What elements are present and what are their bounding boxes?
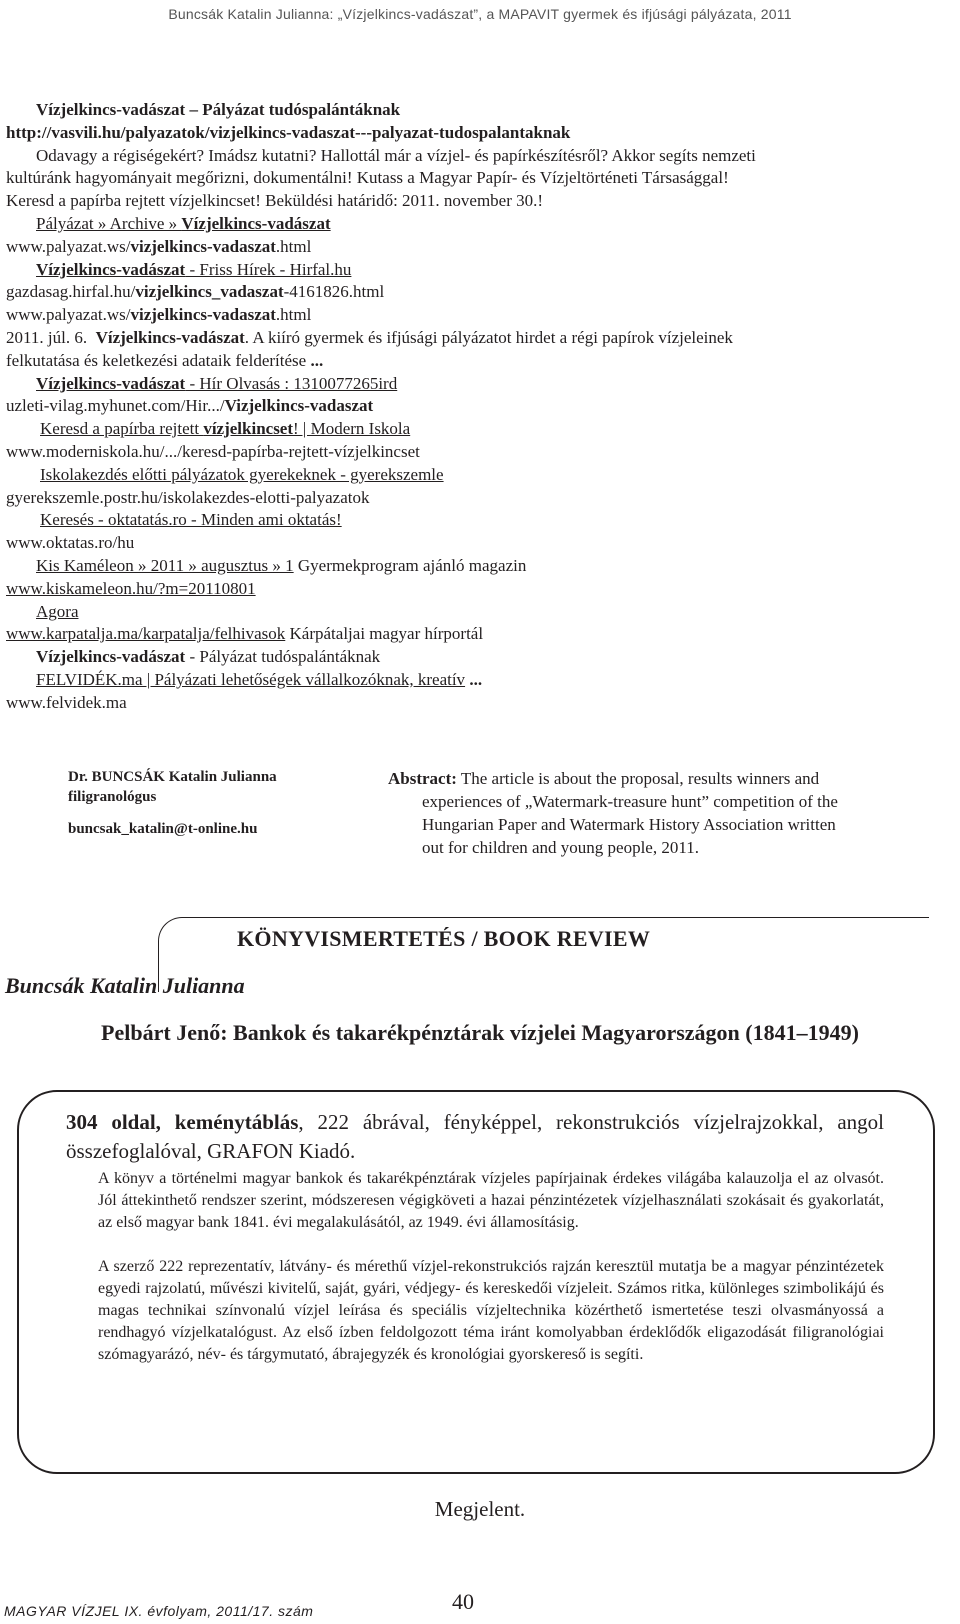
book-title: Pelbárt Jenő: Bankok és takarékpénztárak vízjelei Magyarországon (1841–1949)	[101, 1020, 859, 1045]
result-url: uzleti-vilag.myhunet.com/Hir.../Vizjelkincs-vadaszat	[6, 396, 374, 416]
result-url: www.felvidek.ma	[6, 692, 127, 712]
running-header: Buncsák Katalin Julianna: „Vízjelkincs-vadászat”, a MAPAVIT gyermek és ifjúsági pályázata, 2011	[168, 6, 792, 22]
review-paragraph: A szerző 222 reprezentatív, látvány- és mérethű vízjel-rekonstrukciós rajzán keresztül mutatja be a magyar pénzintézetek egyedi rajzolatú, művészi kivitelű, saját, gyári, védjegy- és kereskedői vízjeleit. Számos ritka, különleges szimbolikájú és magas technikai színvonalú vízjel leírása és speciális vízjeltechnika közérthető ismertetése teszi olvasmányossá a rendhagyó vízjelkatalógust. Az első ízben feldolgozott téma iránt komolyabban érdeklődők eligazodását filigranológiai szómagyarázó, név- és tárgymutató, ábrajegyzék és kronológiai gyorskereső is segíti.	[98, 1258, 884, 1363]
result-url: www.palyazat.ws/vizjelkincs-vadaszat.html	[6, 236, 312, 256]
result-title[interactable]: Pályázat » Archive » Vízjelkincs-vadászat	[36, 213, 331, 233]
author-block	[68, 767, 358, 839]
journal-footer: MAGYAR VÍZJEL IX. évfolyam, 2011/17. szám	[4, 1603, 314, 1619]
author-role: filigranológus	[68, 789, 157, 805]
review-paragraph: A könyv a történelmi magyar bankok és takarékpénztárak vízjeles papírjainak érdekes világába kalauzolja el az olvasót. Jól áttekinthető rendszer szerint, módszeresen végigköveti a hazai pénzintézetek vízjelhasználati szokásait és gyakorlatát, az első magyar bank 1841. évi megalakulásától, az 1949. évi államosításig.	[98, 1170, 884, 1231]
result-url: www.moderniskola.hu/.../keresd-papírba-rejtett-vízjelkincset	[6, 441, 420, 461]
result-title[interactable]: Kis Kaméleon » 2011 » augusztus » 1 Gyermekprogram ajánló magazin	[36, 555, 527, 575]
author-name: Dr. BUNCSÁK Katalin Julianna	[68, 769, 277, 785]
result-url: gazdasag.hirfal.hu/vizjelkincs_vadaszat-4161826.html	[6, 282, 385, 302]
result-title[interactable]: Keresd a papírba rejtett vízjelkincset! | Modern Iskola	[40, 419, 411, 439]
result-title[interactable]: Agora	[36, 601, 79, 621]
author-email[interactable]: buncsak_katalin@t-online.hu	[68, 821, 258, 837]
book-specs: 304 oldal, keménytáblás, 222 ábrával, fényképpel, rekonstrukciós vízjelrajzokkal, angol összefoglalóval, GRAFON Kiadó.	[66, 1110, 884, 1163]
result-url[interactable]: www.karpatalja.ma/karpatalja/felhivasok Kárpátaljai magyar hírportál	[6, 624, 484, 644]
result-title[interactable]: Vízjelkincs-vadászat - Hír Olvasás : 1310077265ird	[36, 373, 398, 393]
review-author: Buncsák Katalin Julianna	[5, 973, 245, 998]
published-note: Megjelent.	[434, 1497, 526, 1521]
result-description: Odavagy a régiségekért? Imádsz kutatni? Hallottál már a vízjel- és papírkészítésről? Akkor segíts nemzeti	[36, 145, 756, 165]
result-description: kultúránk hagyományait megőrizni, dokumentálni! Kutass a Magyar Papír- és Vízjeltörténeti Társasággal!	[6, 168, 729, 188]
result-title: Vízjelkincs-vadászat - Pályázat tudóspalántáknak	[36, 647, 381, 667]
result-description: felkutatása és keletkezési adataik felderítése ...	[6, 350, 324, 370]
result-description: 2011. júl. 6. Vízjelkincs-vadászat. A kiíró gyermek és ifjúsági pályázatot hirdet a régi papírok vízjeleinek	[6, 327, 733, 347]
result-date: 2011. júl. 6.	[6, 327, 88, 347]
result-url: gyerekszemle.postr.hu/iskolakezdes-elotti-palyazatok	[6, 487, 370, 507]
page-number: 40	[452, 1589, 474, 1614]
result-title[interactable]: Iskolakezdés előtti pályázatok gyerekeknek - gyerekszemle	[40, 464, 444, 484]
result-title[interactable]: Keresés - oktatatás.ro - Minden ami oktatás!	[40, 510, 342, 530]
result-url[interactable]: www.kiskameleon.hu/?m=20110801	[6, 578, 256, 598]
result-url[interactable]: http://vasvili.hu/palyazatok/vizjelkincs-vadaszat---palyazat-tudospalantaknak	[6, 122, 571, 142]
search-results	[6, 99, 931, 715]
result-url: www.oktatas.ro/hu	[6, 533, 135, 553]
section-title: KÖNYVISMERTETÉS / BOOK REVIEW	[237, 926, 651, 951]
result-link[interactable]: FELVIDÉK.ma | Pályázati lehetőségek vállalkozóknak, kreatív ...	[36, 669, 483, 689]
result-description: Keresd a papírba rejtett vízjelkincset! Beküldési határidő: 2011. november 30.!	[6, 191, 544, 211]
result-url: www.palyazat.ws/vizjelkincs-vadaszat.html	[6, 305, 312, 325]
abstract-label: Abstract:	[388, 769, 457, 788]
abstract: Abstract: The article is about the proposal, results winners and experiences of „Watermark-treasure hunt” competition of the Hungarian Paper and Watermark History Association written out for children and young people, 2011.	[388, 769, 838, 857]
result-title[interactable]: Vízjelkincs-vadászat - Friss Hírek - Hirfal.hu	[36, 259, 352, 279]
result-title[interactable]: Vízjelkincs-vadászat – Pályázat tudóspalántáknak	[36, 100, 401, 119]
